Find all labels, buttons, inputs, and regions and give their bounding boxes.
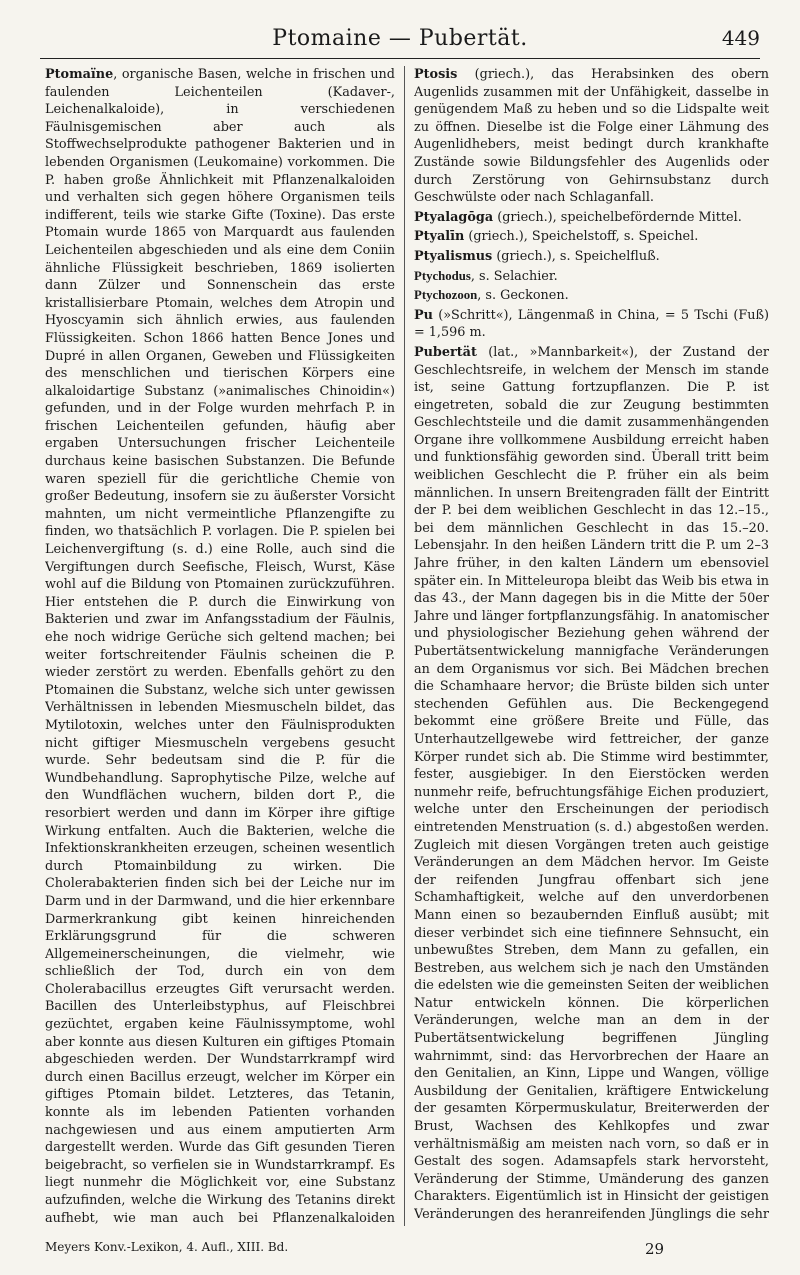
signature-mark: 29 <box>645 1240 665 1258</box>
entry-text: (lat., »Mannbarkeit«), der Zustand der Geschlechtsreife, in welchem der Mensch im stande ist, seine Gattung fortzupflanzen. Die P. ist eingetreten, sobald die zur Zeugung bestimmten Geschlechtsteile und die damit zusammenhängenden Organe ihre vollkommene Ausbildung erreicht haben und funktionsfähig geworden sind. Überall tritt beim weiblichen Geschlecht die P. früher ein als beim männlichen. In unsern Breitengraden fällt der Eintritt der P. bei dem weiblichen Geschlecht in das 12.–15., bei dem männlichen Geschlecht in das 15.–20. Lebensjahr. In den heißen Ländern tritt die P. um 2–3 Jahre früher, in den kalten Ländern um ebensoviel später ein. In Mitteleuropa bleibt das Weib bis etwa in das 43., der Mann dagegen bis in die Mitte der 50er Jahre und länger fortpflanzungsfähig. In anatomischer und physiologischer Beziehung gehen während der Pubertätsentwickelung mannigfache Veränderungen an dem Organismus vor sich. Bei Mädchen brechen die Schamhaare hervor; die Brüste bilden sich unter stechenden Gefühlen aus. Die Beckengegend bekommt eine größere Breite und Fülle, das Unterhautzellgewebe wird fettreicher, der ganze Körper rundet sich ab. Die Stimme wird bestimmter, fester, ausgiebiger. In den Eierstöcken werden nunmehr reife, befruchtungsfähige Eichen produziert, welche unter den Erscheinungen der periodisch eintretenden Menstruation (s. d.) abgestoßen werden. Zugleich mit diesen Vorgängen treten auch geistige Veränderungen an dem Mädchen hervor. Im Geiste der reifenden Jungfrau offenbart sich jene Schamhaftigkeit, welche auf den unverdorbenen Mann einen so bezaubernden Einfluß ausübt; mit dieser verbindet sich eine tiefinnere Sehnsucht, ein unbewußtes Streben, dem Mann zu gefallen, ein Bestreben, aus welchem sich je nach den Umständen die edelsten wie die gemeinsten Seiten der weiblichen Natur entwickeln können. Die körperlichen Veränderungen, welche man an dem in der Pubertätsentwickelung begriffenen Jüngling wahrnimmt, sind: das Hervorbrechen der Haare an den Genitalien, an Kinn, Lippe und Wangen, völlige Ausbildung der Genitalien, kräftigere Entwickelung der gesamten Körpermuskulatur, Breiterwerden der Brust, Wachsen des Kehlkopfes und zwar verhältnismäßig am meisten nach vorn, so daß er in Gestalt des sogen. Adamsapfels stark hervorsteht, Veränderung der Stimme, Umänderung des ganzen Charakters. Eigentümlich ist in Hinsicht der geistigen Veränderungen des heranreifenden Jünglings die sehr <box>414 344 769 1222</box>
page-number: 449 <box>721 26 760 50</box>
entry-text: , organische Basen, welche in frischen und faulenden Leichenteilen (Kadaver-, Leichenalkaloide), in verschiedenen Fäulnisgemischen aber auch als Stoffwechselprodukte pathogener Bakterien und in lebenden Organismen (Leukomaine) vorkommen. Die P. haben große Ähnlichkeit mit Pflanzenalkaloiden und verhalten sich gegen höhere Organismen teils indifferent, teils wie starke Gifte (Toxine). Das erste Ptomain wurde 1865 von Marquardt aus faulenden Leichenteilen abgeschieden und als eine dem Coniin ähnliche Flüssigkeit beschrieben, 1869 isolierten dann Zülzer und Sonnenschein das erste kristallisierbare Ptomain, welches dem Atropin und Hyoscyamin sich ähnlich erwies, aus faulenden Flüssigkeiten. Schon 1866 hatten Bence Jones und Dupré in allen Organen, Geweben und Flüssigkeiten des menschlichen und tierischen Körpers eine alkaloidartige Substanz (»animalisches Chinoidin«) gefunden, und in der Folge wurden mehrfach P. in frischen Leichenteilen gefunden, häufig aber ergaben Untersuchungen frischer Leichenteile durchaus keine basischen Substanzen. Die Befunde waren speziell für die gerichtliche Chemie von großer Bedeutung, insofern sie zu äußerster Vorsicht mahnten, um nicht vermeintliche Pflanzengifte zu finden, wo thatsächlich P. vorlagen. Die P. spielen bei Leichenvergiftung (s. d.) eine Rolle, auch sind die Vergiftungen durch Seefische, Fleisch, Wurst, Käse wohl auf die Bildung von Ptomainen zurückzuführen. Hier entstehen die P. durch die Einwirkung von Bakterien und zwar im Anfangsstadium der Fäulnis, ehe noch widrige Gerüche sich geltend machen; bei weiter fortschreitender Fäulnis scheinen die P. wieder zerstört zu werden. Ebenfalls gehört zu den Ptomainen die Substanz, welche sich unter gewissen Verhältnissen in lebenden Miesmuscheln bildet, das Mytilotoxin, welches unter den Fäulnisprodukten nicht giftiger Miesmuscheln vergebens gesucht wurde. Sehr bedeutsam sind die P. für die Wundbehandlung. Saprophytische Pilze, welche auf den Wundflächen wuchern, bilden dort P., die resorbiert werden und dann im Körper ihre giftige Wirkung entfalten. Auch die Bakterien, welche die Infektionskrankheiten erzeugen, scheinen wesentlich durch Ptomainbildung zu wirken. Die Cholerabakterien finden sich bei der Leiche nur im Darm und in der Darmwand, und die hier erkennbare Darmerkrankung gibt keinen hinreichenden Erklärungsgrund für die schweren Allgemeinerscheinungen, die vielmehr, wie schließlich der Tod, durch ein von dem Cholerabacillus erzeugtes Gift verursacht werden. Bacillen des Unterleibstyphus, auf Fleischbrei gezüchtet, ergaben keine Fäulnissymptome, wohl aber konnte aus diesen Kulturen ein giftiges Ptomain abgeschieden werden. Der Wundstarrkrampf wird durch einen Bacillus erzeugt, welcher im Körper ein giftiges Ptomain bildet. Letzteres, das Tetanin, konnte als im lebenden Patienten vorhanden nachgewiesen und aus einem amputierten Arm dargestellt werden. Wurde das Gift gesunden Tieren beigebracht, so verfielen sie in Wundstarrkrampf. Es liegt nunmehr die Möglichkeit vor, eine Substanz aufzufinden, welche die Wirkung des Tetanins direkt aufhebt, wie man auch bei Pflanzenalkaloiden <box>45 67 395 1226</box>
headword: Ptychodus <box>414 268 471 283</box>
headword: Ptyalagōga <box>414 209 494 225</box>
headword: Ptyalismus <box>414 248 493 264</box>
entry-text: (griech.), s. Speichelfluß. <box>492 248 660 264</box>
headword: Pu <box>414 307 433 323</box>
entry-text: , s. Geckonen. <box>477 288 569 304</box>
page-footer <box>45 1240 760 1260</box>
entry-text: (»Schritt«), Längenmaß in China, = 5 Tschi (Fuß) = 1,596 m. <box>414 307 769 341</box>
entry-ptyalin <box>414 228 769 246</box>
entry-ptyalagoga <box>414 209 769 227</box>
entry-ptyalismus <box>414 248 769 266</box>
entry-text: (griech.), speichelbefördernde Mittel. <box>493 209 742 225</box>
headword: Ptosis <box>414 67 458 82</box>
entry-pu <box>414 307 769 342</box>
entry-text: (griech.), Speichelstoff, s. Speichel. <box>464 229 699 245</box>
entry-text: (griech.), das Herabsinken des obern Augenlids zusammen mit der Unfähigkeit, dasselbe in genügendem Maß zu heben und so die Lidspalte weit zu öffnen. Dieselbe ist die Folge einer Lähmung des Augenlidhebers, meist bedingt durch krankhafte Zustände sowie Bildungsfehler des Augenlids oder durch Zerstörung von Gehirnsubstanz durch Geschwülste oder nach Schlaganfall. <box>414 67 769 206</box>
entry-pubertaet <box>414 344 769 1226</box>
page-header <box>40 24 760 59</box>
entry-ptosis <box>414 66 769 207</box>
entry-ptomaine <box>45 66 395 1226</box>
page-title: Ptomaine — Pubertät. <box>272 26 528 51</box>
entry-ptychodus <box>414 268 769 286</box>
entry-ptychozoon <box>414 287 769 305</box>
headword: Ptyalīn <box>414 229 465 245</box>
column-divider <box>404 66 405 1226</box>
entry-text: , s. Selachier. <box>470 268 558 284</box>
right-column <box>414 66 769 1226</box>
headword: Ptychozoon <box>414 288 478 303</box>
left-column <box>45 66 395 1226</box>
headword: Pubertät <box>414 344 477 360</box>
headword: Ptomaïne <box>45 67 114 82</box>
publication-line: Meyers Konv.-Lexikon, 4. Aufl., XIII. Bd. <box>45 1240 289 1254</box>
